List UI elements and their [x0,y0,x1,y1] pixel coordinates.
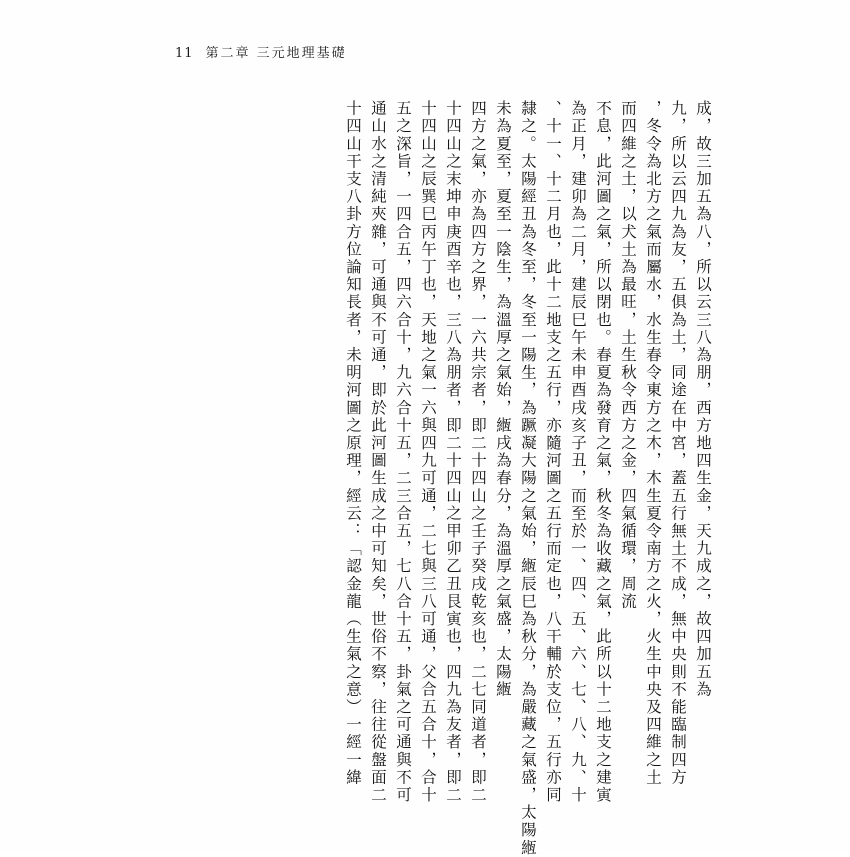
text-column: 通山水之清純夾雜，可通與不可通，即於此河圖生成之中可知矣，世俗不察，往往從盤面二 [369,100,387,804]
text-column: 隸之。太陽經丑為冬至，冬至一陽生，為蹶凝大陽之氣始，緪辰巳為秋分，為嚴藏之氣盛，太陽緪 [519,100,537,857]
text-column: 九，所以云四九為友，五俱為土，同途在中宮，蓋五行無土不成，無中央則不能臨制四方 [669,100,687,787]
page-number: 11 [175,46,194,61]
text-column: 、十一、十二月也，此十二地支之五行，亦隨河圖之五行而定也，八干輔於支位，五行亦同 [544,100,562,804]
page-header [175,42,347,61]
chapter-title: 第二章 三元地理基礎 [205,46,347,61]
text-column: 四方之氣，亦為四方之界，一六共宗者，即二十四山之壬子癸戌乾亥也，二七同道者，即二 [469,100,487,804]
text-column: 十四山之辰巽巳丙午丁也，天地之氣一六與四九可通，二七與三八可通，父合五合十，合十 [419,100,437,804]
text-column: 而四維之土，以犬土為最旺，土生秋令西方之金，四氣循環，周流 [619,100,637,611]
text-column: 不息，此河圖之氣，所以閉也。春夏為發育之氣，秋冬為收藏之氣，此所以十二地支之建寅 [594,100,612,804]
text-column: 十四山之末坤申庚酉辛也，三八為朋者，即二十四山之甲卯乙丑艮寅也，四九為友者，即二 [444,100,462,804]
text-column: 為正月，建卯為二月，建辰巳午未申酉戌亥子丑，而至於一、四、五、六、七、八、九、十 [569,100,587,804]
text-column: 未為夏至，夏至一陰生，為溫厚之氣始，緪戌為春分，為溫厚之氣盛，太陽緪 [494,100,512,699]
text-column: ，冬令為北方之氣而屬水，水生春令東方之木，木生夏令南方之火，火生中央及四維之土 [644,100,662,787]
vertical-body-text [120,100,712,857]
text-column: 五之深旨，一四合五，四六合十，九六合十五，二三合五，七八合十五，卦氣之可通與不可 [394,100,412,804]
text-column: 十四山干支八卦方位論知長者，未明河圖之原理，經云：「認金龍（生氣之意）一經一緯 [344,100,362,787]
text-column: 成，故三加五為八，所以云三八為朋，西方地四生金，天九成之，故四加五為 [694,100,712,699]
